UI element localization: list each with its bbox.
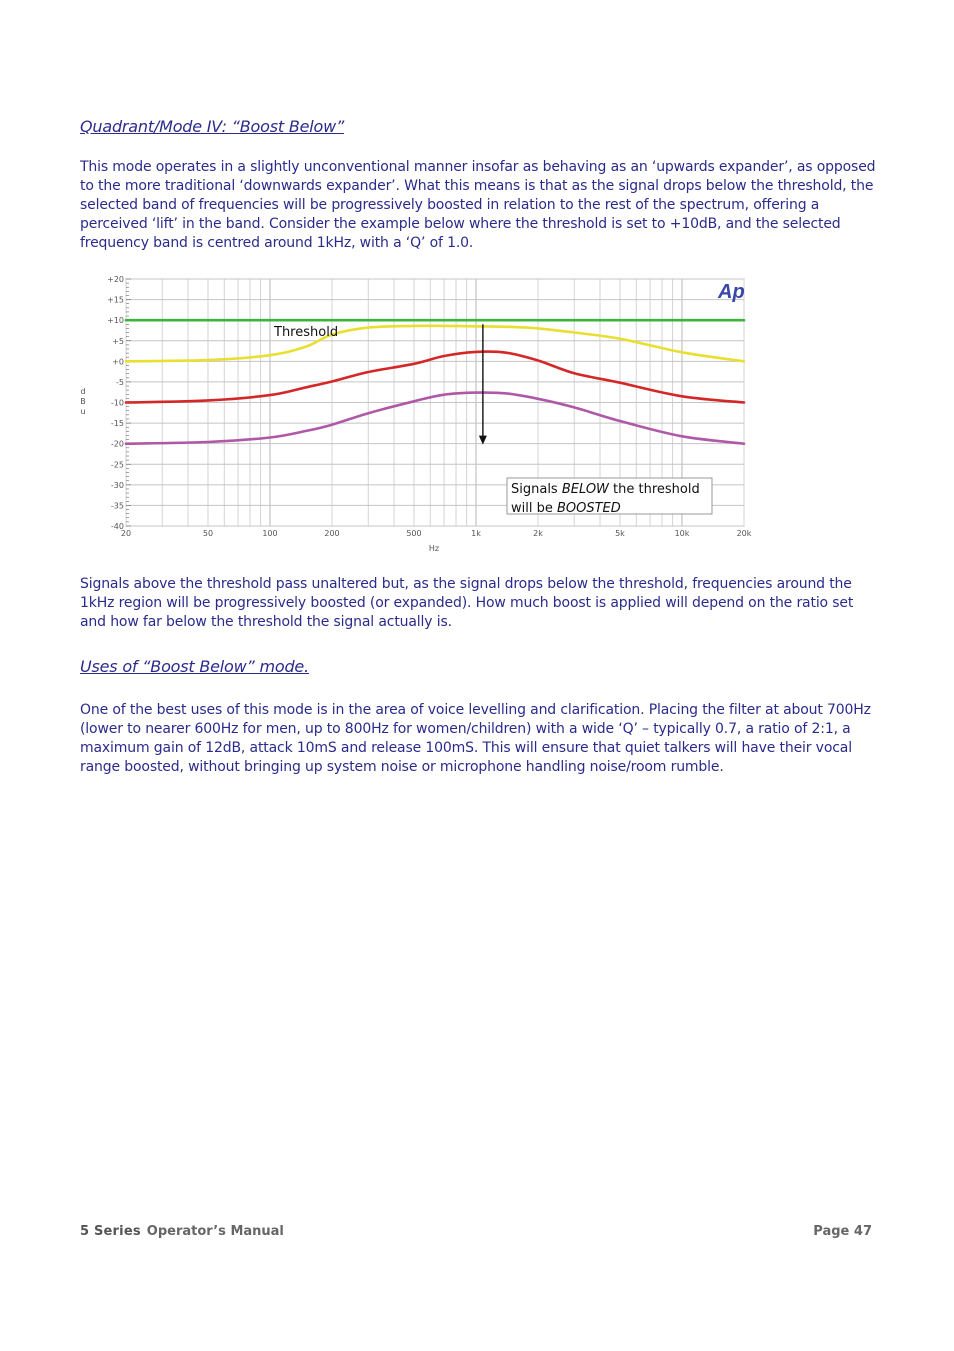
x-tick-label: 200: [324, 529, 340, 538]
y-tick-label: +10: [107, 316, 124, 326]
intro-paragraph: This mode operates in a slightly unconventional manner insofar as behaving as an ‘upwards expander’, as opposed to the more traditional ‘downwards expander’. What this means is that as the signal drops below the threshold, the selected band of frequencies will be progressively boosted in relation to the rest of the spectrum, offering a perceived ‘lift’ in the band. Consider the example below where the threshold is set to +10dB, and the selected frequency band is centred around 1kHz, with a ‘Q’ of 1.0.: [80, 159, 876, 251]
y-tick-label: -30: [110, 480, 124, 490]
x-axis-ticks: [121, 529, 752, 538]
x-tick-label: 10k: [674, 529, 690, 538]
footer-manual-title: [80, 1224, 284, 1239]
ap-logo: Ap: [718, 281, 745, 303]
section-heading-uses: Uses of “Boost Below” mode.: [80, 657, 309, 676]
y-tick-label: -25: [110, 460, 124, 470]
y-tick-label: -40: [110, 522, 124, 531]
x-tick-label: 20k: [736, 529, 752, 538]
threshold-label: Threshold: [274, 325, 339, 340]
annotation-line-2: will be BOOSTED: [511, 501, 621, 516]
y-tick-label: -10: [110, 398, 124, 408]
x-tick-label: 1k: [471, 529, 481, 538]
y-tick-label: +15: [107, 295, 124, 305]
x-tick-label: 500: [406, 529, 422, 538]
annotation-line-1: Signals BELOW the threshold: [511, 482, 700, 497]
uses-paragraph: One of the best uses of this mode is in the area of voice levelling and clarification. Placing the filter at about 700Hz (lower to nearer 600Hz for men, up to 800Hz for women/children) with a wide ‘Q’ – typically 0.7, a ratio of 2:1, a maximum gain of 12dB, attack 10mS and release 100mS. This will ensure that quiet talkers will have their vocal range boosted, without bringing up system noise or microphone handling noise/room rumble.: [80, 702, 871, 775]
y-tick-label: +20: [107, 275, 124, 284]
y-tick-label: +5: [112, 336, 124, 346]
y-tick-label: +0: [112, 357, 124, 367]
x-axis-label: Hz: [428, 544, 440, 553]
after-chart-paragraph: Signals above the threshold pass unaltered but, as the signal drops below the threshold, frequencies around the 1kHz region will be progressively boosted (or expanded). How much boost is applied will depend on the ratio set and how far below the threshold the signal actually is.: [80, 576, 854, 630]
frequency-response-chart: [72, 270, 752, 560]
series-logo: 5 Series: [80, 1224, 141, 1239]
x-tick-label: 100: [262, 529, 278, 538]
section-heading-boost-below: Quadrant/Mode IV: “Boost Below”: [80, 117, 345, 136]
x-tick-label: 2k: [533, 529, 543, 538]
x-tick-label: 20: [120, 529, 132, 538]
y-tick-label: -35: [110, 501, 124, 511]
y-axis-label: d B u: [80, 387, 86, 416]
y-tick-label: -15: [110, 419, 124, 429]
x-tick-label: 5k: [615, 529, 625, 538]
x-tick-label: 50: [202, 529, 214, 538]
y-tick-label: -5: [116, 377, 124, 387]
page-number: Page 47: [813, 1224, 872, 1239]
footer-manual: Operator’s Manual: [146, 1224, 284, 1239]
y-tick-label: -20: [110, 439, 124, 449]
